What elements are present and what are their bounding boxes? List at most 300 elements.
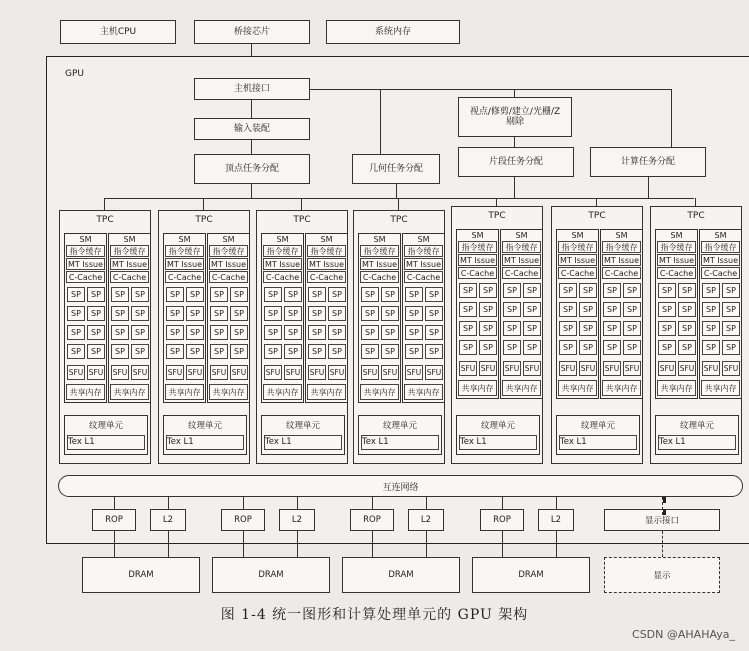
geometry-dispatch-box [352,154,440,184]
host-cpu-label: 主机CPU [99,26,137,37]
host-interface-label: 主机接口 [233,83,270,94]
sm-block [500,229,543,399]
sp-core: SP [210,306,228,321]
sp-core: SP [459,321,477,336]
sp-core: SP [623,283,641,298]
interconnect-label: 互连网络 [382,482,419,493]
sfu-unit: SFU [405,365,423,380]
sp-core: SP [361,344,379,359]
sfu-unit: SFU [328,365,346,380]
sp-core: SP [523,321,541,336]
connector-line [648,177,649,198]
sfu-unit: SFU [603,361,621,376]
sp-core: SP [479,283,497,298]
sp-core: SP [479,302,497,317]
constant-cache: C-Cache [209,271,248,283]
l2-box: L2 [279,509,315,531]
constant-cache: C-Cache [66,271,105,283]
vertex-dispatch-label: 顶点任务分配 [224,163,279,174]
sfu-unit: SFU [308,365,326,380]
tpc-title: TPC [293,215,311,225]
sp-core: SP [381,344,399,359]
sm-title: SM [714,231,727,240]
sp-core: SP [503,321,521,336]
sp-core: SP [405,325,423,340]
sfu-unit: SFU [503,361,521,376]
mt-issue-unit: MT Issue [503,255,540,265]
sm-title: SM [471,231,484,240]
sp-core: SP [381,325,399,340]
sp-core: SP [702,340,720,355]
display-link-line [662,497,666,515]
instruction-cache: 指令缓存 [458,241,497,253]
dispatch-drop-line [301,198,302,210]
mt-issue-unit: MT Issue [702,255,739,265]
sm-title: SM [79,235,92,244]
tex-l1-cache: Tex L1 [166,435,244,450]
sp-core: SP [579,283,597,298]
sp-core: SP [131,344,149,359]
vertex-dispatch-box [194,154,310,184]
tpc-title: TPC [390,215,408,225]
instruction-cache: 指令缓存 [657,241,696,253]
sm-title: SM [123,235,136,244]
sp-core: SP [186,306,204,321]
mt-issue-unit: MT Issue [559,255,596,265]
sp-core: SP [579,340,597,355]
mt-issue-unit: MT Issue [264,259,301,269]
sp-core: SP [678,321,696,336]
instruction-cache: 指令缓存 [602,241,641,253]
sfu-unit: SFU [186,365,204,380]
sp-core: SP [361,287,379,302]
tpc-block [158,210,250,464]
sm-block [456,229,499,399]
watermark-text: CSDN @AHAHAya_ [632,628,735,641]
instruction-cache: 指令缓存 [165,245,204,257]
constant-cache: C-Cache [263,271,302,283]
mt-issue-unit: MT Issue [111,259,148,269]
sp-core: SP [87,306,105,321]
sfu-unit: SFU [658,361,676,376]
sm-title: SM [515,231,528,240]
texture-unit-box [261,415,345,455]
instruction-cache: 指令缓存 [263,245,302,257]
rop-dram-line [372,531,373,557]
sp-core: SP [328,306,346,321]
sm-block [358,233,401,403]
constant-cache: C-Cache [657,267,696,279]
sp-core: SP [284,287,302,302]
sp-core: SP [579,302,597,317]
constant-cache: C-Cache [502,267,541,279]
tex-l1-cache: Tex L1 [67,435,145,450]
connector-line [251,184,252,198]
sp-core: SP [361,325,379,340]
sm-block [64,233,107,403]
host-cpu-box [60,20,176,44]
l2-dram-line [556,531,557,557]
sp-core: SP [722,283,740,298]
sp-core: SP [87,287,105,302]
sp-core: SP [479,340,497,355]
sm-title: SM [615,231,628,240]
display-interface-label: 显示接口 [644,516,679,526]
shared-memory: 共享内存 [701,380,740,396]
dram-box: DRAM [342,557,460,593]
compute-feed-line [671,89,672,147]
sp-core: SP [308,306,326,321]
sp-core: SP [702,321,720,336]
sp-core: SP [722,321,740,336]
system-memory-box [326,20,460,44]
texture-unit-box [64,415,148,455]
sp-core: SP [658,283,676,298]
sfu-unit: SFU [284,365,302,380]
texture-unit-label: 纹理单元 [88,421,123,431]
sp-core: SP [623,340,641,355]
sp-core: SP [131,287,149,302]
dispatch-drop-line [203,198,204,210]
texture-unit-label: 纹理单元 [679,421,714,431]
dram-box: DRAM [472,557,590,593]
host-interface-box [194,78,310,100]
dispatch-drop-line [596,198,597,206]
l2-dram-line [297,531,298,557]
shared-memory: 共享内存 [657,380,696,396]
rop-box: ROP [350,509,394,531]
sfu-unit: SFU [579,361,597,376]
instruction-cache: 指令缓存 [110,245,149,257]
sfu-unit: SFU [210,365,228,380]
sp-core: SP [111,325,129,340]
sfu-unit: SFU [722,361,740,376]
sp-core: SP [559,340,577,355]
tpc-block [256,210,348,464]
sp-core: SP [381,306,399,321]
viewport-clip-raster-box [458,97,572,137]
sp-core: SP [559,321,577,336]
sp-core: SP [503,302,521,317]
shared-memory: 共享内存 [360,384,399,400]
sm-title: SM [222,235,235,244]
dispatch-drop-line [496,198,497,206]
sm-block [305,233,348,403]
rop-box: ROP [92,509,136,531]
sp-core: SP [186,287,204,302]
sp-core: SP [111,306,129,321]
sp-core: SP [623,321,641,336]
constant-cache: C-Cache [360,271,399,283]
sp-core: SP [166,344,184,359]
texture-unit-box [358,415,442,455]
sp-core: SP [722,302,740,317]
sp-core: SP [328,344,346,359]
sp-core: SP [186,325,204,340]
tex-l1-cache: Tex L1 [658,435,736,450]
sfu-unit: SFU [523,361,541,376]
shared-memory: 共享内存 [209,384,248,400]
sfu-unit: SFU [459,361,477,376]
l2-link-line [168,497,169,509]
tex-l1-cache: Tex L1 [559,435,637,450]
sm-block [207,233,250,403]
sp-core: SP [425,287,443,302]
shared-memory: 共享内存 [66,384,105,400]
sp-core: SP [264,344,282,359]
sp-core: SP [166,325,184,340]
mt-issue-unit: MT Issue [405,259,442,269]
shared-memory: 共享内存 [458,380,497,396]
sp-core: SP [702,302,720,317]
sm-block [600,229,643,399]
constant-cache: C-Cache [307,271,346,283]
instruction-cache: 指令缓存 [360,245,399,257]
shared-memory: 共享内存 [404,384,443,400]
shared-memory: 共享内存 [110,384,149,400]
shared-memory: 共享内存 [165,384,204,400]
l2-dram-line [168,531,169,557]
sp-core: SP [603,340,621,355]
sp-core: SP [166,306,184,321]
dram-box: DRAM [212,557,330,593]
rop-dram-line [243,531,244,557]
instruction-cache: 指令缓存 [209,245,248,257]
rop-dram-line [114,531,115,557]
rop-link-line [372,497,373,509]
constant-cache: C-Cache [165,271,204,283]
sp-core: SP [523,340,541,355]
sp-core: SP [210,287,228,302]
sp-core: SP [459,340,477,355]
sp-core: SP [166,287,184,302]
mt-issue-unit: MT Issue [67,259,104,269]
gpu-label: GPU [65,69,84,79]
display-link-line [662,531,663,557]
tpc-title: TPC [687,211,705,221]
sp-core: SP [603,302,621,317]
instruction-cache: 指令缓存 [558,241,597,253]
shared-memory: 共享内存 [558,380,597,396]
shared-memory: 共享内存 [502,380,541,396]
tpc-block [551,206,643,464]
sp-core: SP [308,344,326,359]
sfu-unit: SFU [264,365,282,380]
sfu-unit: SFU [381,365,399,380]
texture-unit-box [655,415,739,455]
sp-core: SP [658,302,676,317]
tex-l1-cache: Tex L1 [264,435,342,450]
figure-caption: 图 1-4 统一图形和计算处理单元的 GPU 架构 [220,607,529,623]
texture-unit-label: 纹理单元 [480,421,515,431]
fragment-dispatch-label: 片段任务分配 [488,156,543,167]
constant-cache: C-Cache [404,271,443,283]
connector-line [514,137,515,147]
constant-cache: C-Cache [110,271,149,283]
sfu-unit: SFU [678,361,696,376]
sp-core: SP [678,283,696,298]
sp-core: SP [559,302,577,317]
sp-core: SP [405,306,423,321]
sfu-unit: SFU [623,361,641,376]
display-box [604,557,720,593]
sp-core: SP [722,340,740,355]
sm-title: SM [320,235,333,244]
tpc-block [451,206,543,464]
l2-box: L2 [408,509,444,531]
sp-core: SP [425,306,443,321]
l2-box: L2 [538,509,574,531]
input-assembly-box [194,118,310,140]
sm-title: SM [373,235,386,244]
sp-core: SP [111,287,129,302]
sp-core: SP [131,306,149,321]
connector-line [251,100,252,118]
sm-block [261,233,304,403]
rop-link-line [502,497,503,509]
sp-core: SP [308,287,326,302]
sp-core: SP [328,325,346,340]
sp-core: SP [67,325,85,340]
constant-cache: C-Cache [558,267,597,279]
tpc-title: TPC [588,211,606,221]
sm-block [163,233,206,403]
sp-core: SP [87,325,105,340]
texture-unit-box [456,415,540,455]
sfu-unit: SFU [67,365,85,380]
interconnect-network [58,475,743,497]
shared-memory: 共享内存 [307,384,346,400]
sp-core: SP [284,306,302,321]
sp-core: SP [702,283,720,298]
sp-core: SP [523,283,541,298]
sp-core: SP [405,344,423,359]
sp-core: SP [523,302,541,317]
sfu-unit: SFU [87,365,105,380]
sm-block [699,229,742,399]
sp-core: SP [503,340,521,355]
sp-core: SP [111,344,129,359]
sp-core: SP [361,306,379,321]
input-assembly-label: 输入装配 [233,123,270,134]
mt-issue-unit: MT Issue [603,255,640,265]
l2-box: L2 [150,509,186,531]
sm-block [108,233,151,403]
shared-memory: 共享内存 [263,384,302,400]
sp-core: SP [459,283,477,298]
tpc-block [59,210,151,464]
dispatch-drop-line [398,198,399,210]
sp-core: SP [230,325,248,340]
sm-title: SM [670,231,683,240]
mt-issue-unit: MT Issue [459,255,496,265]
texture-unit-label: 纹理单元 [382,421,417,431]
sm-block [655,229,698,399]
bridge-chip-box [194,20,310,44]
tex-l1-cache: Tex L1 [459,435,537,450]
host-bus-line [310,89,672,90]
sfu-unit: SFU [111,365,129,380]
sp-core: SP [381,287,399,302]
sp-core: SP [210,344,228,359]
sp-core: SP [425,325,443,340]
sp-core: SP [503,283,521,298]
constant-cache: C-Cache [602,267,641,279]
shared-memory: 共享内存 [602,380,641,396]
fragment-dispatch-box [458,147,574,177]
texture-unit-label: 纹理单元 [580,421,615,431]
sp-core: SP [284,344,302,359]
connector-line [514,177,515,198]
sp-core: SP [264,306,282,321]
texture-unit-label: 纹理单元 [285,421,320,431]
sfu-unit: SFU [702,361,720,376]
mt-issue-unit: MT Issue [308,259,345,269]
sp-core: SP [559,283,577,298]
sp-core: SP [264,287,282,302]
tpc-title: TPC [488,211,506,221]
sp-core: SP [328,287,346,302]
sp-core: SP [658,340,676,355]
sp-core: SP [658,321,676,336]
tpc-block [353,210,445,464]
sp-core: SP [479,321,497,336]
sp-core: SP [425,344,443,359]
display-label: 显示 [653,571,671,581]
sm-block [556,229,599,399]
constant-cache: C-Cache [701,267,740,279]
sfu-unit: SFU [559,361,577,376]
sp-core: SP [678,340,696,355]
sp-core: SP [67,306,85,321]
l2-link-line [297,497,298,509]
constant-cache: C-Cache [458,267,497,279]
dispatch-drop-line [104,198,105,210]
geometry-dispatch-label: 几何任务分配 [368,163,423,174]
sfu-unit: SFU [479,361,497,376]
instruction-cache: 指令缓存 [307,245,346,257]
sp-core: SP [623,302,641,317]
compute-dispatch-box [590,147,706,177]
rop-box: ROP [221,509,265,531]
texture-unit-label: 纹理单元 [187,421,222,431]
sp-core: SP [308,325,326,340]
dispatch-bus-line [104,198,694,199]
rop-box: ROP [480,509,524,531]
l2-dram-line [426,531,427,557]
sp-core: SP [459,302,477,317]
sm-title: SM [571,231,584,240]
sm-block [402,233,445,403]
sfu-unit: SFU [166,365,184,380]
sm-title: SM [417,235,430,244]
tpc-block [650,206,742,464]
tex-l1-cache: Tex L1 [361,435,439,450]
tpc-title: TPC [195,215,213,225]
tpc-title: TPC [96,215,114,225]
compute-dispatch-label: 计算任务分配 [620,156,675,167]
sfu-unit: SFU [131,365,149,380]
rop-link-line [114,497,115,509]
sp-core: SP [87,344,105,359]
sp-core: SP [67,344,85,359]
viewport-feed-line [514,89,515,97]
instruction-cache: 指令缓存 [404,245,443,257]
sfu-unit: SFU [361,365,379,380]
sp-core: SP [131,325,149,340]
sp-core: SP [264,325,282,340]
sfu-unit: SFU [230,365,248,380]
